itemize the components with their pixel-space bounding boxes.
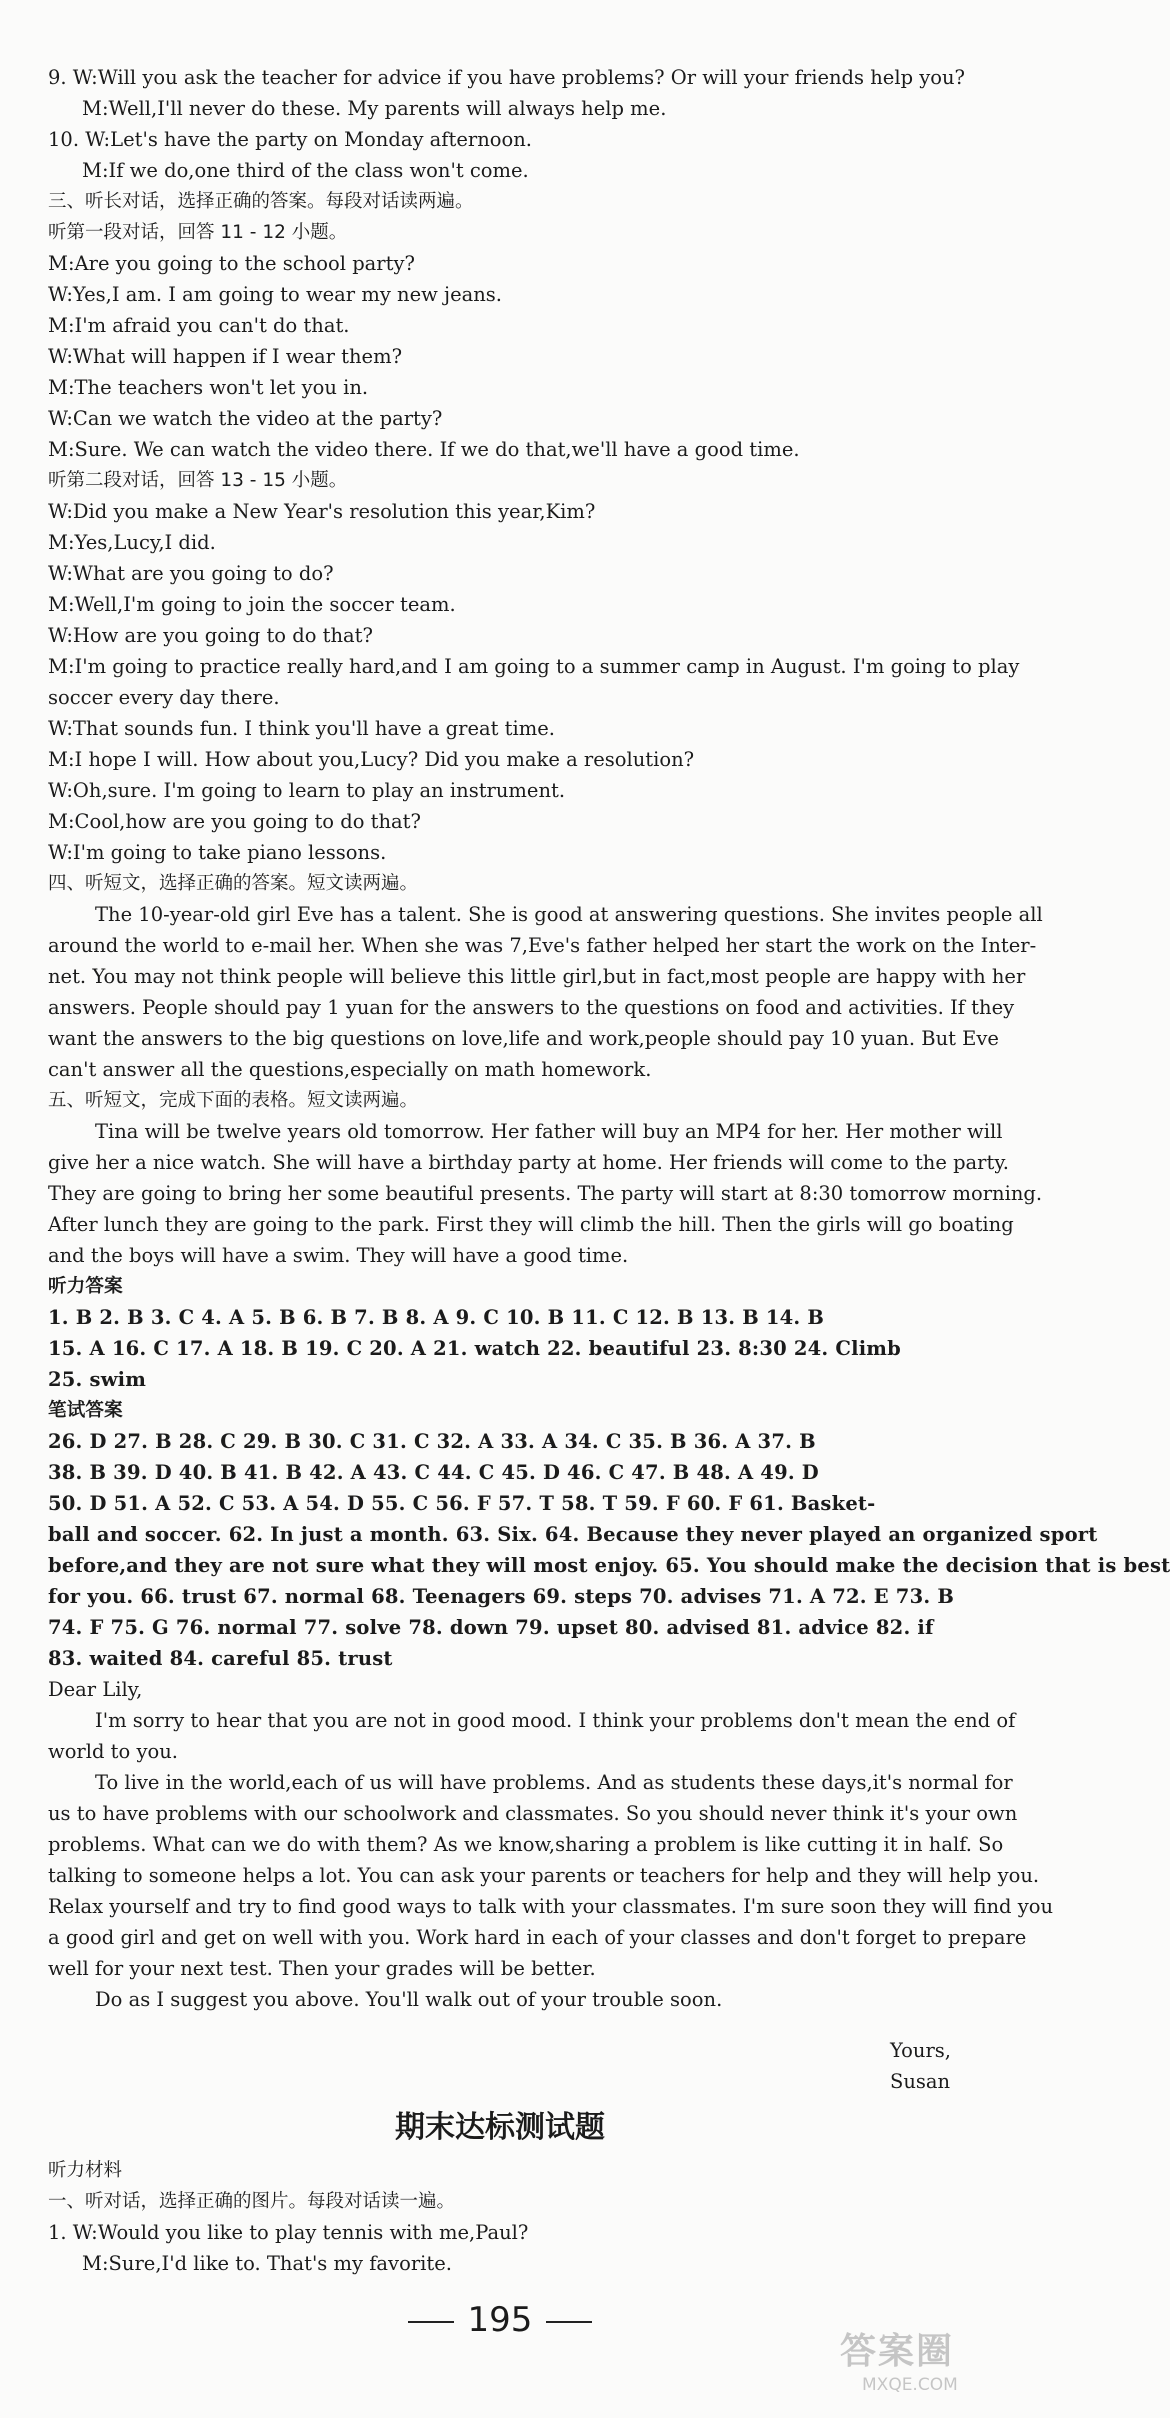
section-heading: 四、听短文，选择正确的答案。短文读两遍。: [48, 873, 419, 894]
dialogue-line: W:What are you going to do?: [48, 562, 334, 585]
dialogue-line: M:Cool,how are you going to do that?: [48, 810, 421, 833]
letter-line: problems. What can we do with them? As we know,sharing a problem is like cutting it in half. So: [48, 1833, 1004, 1856]
exam-title: 期末达标测试题: [395, 2110, 605, 2145]
letter-line: us to have problems with our schoolwork and classmates. So you should never think it's your own: [48, 1802, 1018, 1825]
subsection-heading: 听第二段对话，回答 13 - 15 小题。: [48, 470, 348, 491]
letter-line: well for your next test. Then your grades will be better.: [48, 1957, 596, 1980]
dialogue-line: M:Yes,Lucy,I did.: [48, 531, 216, 554]
letter-line: world to you.: [48, 1740, 178, 1763]
answer-line: 25. swim: [48, 1368, 147, 1391]
passage-line: give her a nice watch. She will have a birthday party at home. Her friends will come to the party.: [48, 1151, 1009, 1174]
answer-line: 15. A 16. C 17. A 18. B 19. C 20. A 21. watch 22. beautiful 23. 8:30 24. Climb: [48, 1337, 901, 1360]
passage-line: They are going to bring her some beautiful presents. The party will start at 8:30 tomorrow morning.: [48, 1182, 1043, 1205]
letter-line: talking to someone helps a lot. You can ask your parents or teachers for help and they will help you.: [48, 1864, 1040, 1887]
page-number-dash-right: [546, 2321, 592, 2323]
answer-line: before,and they are not sure what they will most enjoy. 65. You should make the decision that is best: [48, 1554, 1170, 1577]
dialogue-line: W:How are you going to do that?: [48, 624, 373, 647]
passage-line: net. You may not think people will believe this little girl,but in fact,most people are happy with her: [48, 965, 1026, 988]
answer-line: 38. B 39. D 40. B 41. B 42. A 43. C 44. C 45. D 46. C 47. B 48. A 49. D: [48, 1461, 819, 1484]
letter-line: a good girl and get on well with you. Work hard in each of your classes and don't forget to prepare: [48, 1926, 1027, 1949]
listening-answers-heading: 听力答案: [48, 1276, 123, 1297]
passage-line: After lunch they are going to the park. First they will climb the hill. Then the girls will go boating: [48, 1213, 1014, 1236]
answer-line: 26. D 27. B 28. C 29. B 30. C 31. C 32. A 33. A 34. C 35. B 36. A 37. B: [48, 1430, 816, 1453]
dialogue-line: W:Yes,I am. I am going to wear my new jeans.: [48, 283, 502, 306]
dialogue-line: M:The teachers won't let you in.: [48, 376, 369, 399]
dialogue-line: M:I hope I will. How about you,Lucy? Did you make a resolution?: [48, 748, 695, 771]
dialogue-line: W:Can we watch the video at the party?: [48, 407, 443, 430]
section-heading: 五、听短文，完成下面的表格。短文读两遍。: [48, 1090, 419, 1111]
dialogue-line: M:Sure. We can watch the video there. If we do that,we'll have a good time.: [48, 438, 800, 461]
dialogue-line: W:Oh,sure. I'm going to learn to play an instrument.: [48, 779, 566, 802]
dialogue-line: M:Well,I'll never do these. My parents will always help me.: [82, 97, 667, 120]
answer-line: 1. B 2. B 3. C 4. A 5. B 6. B 7. B 8. A 9. C 10. B 11. C 12. B 13. B 14. B: [48, 1306, 825, 1329]
passage-line: The 10-year-old girl Eve has a talent. She is good at answering questions. She invites people all: [95, 903, 1043, 926]
answer-line: 50. D 51. A 52. C 53. A 54. D 55. C 56. F 57. T 58. T 59. F 60. F 61. Basket-: [48, 1492, 876, 1515]
letter-line: I'm sorry to hear that you are not in good mood. I think your problems don't mean the end of: [95, 1709, 1016, 1732]
dialogue-line: W:What will happen if I wear them?: [48, 345, 403, 368]
letter-greeting: Dear Lily,: [48, 1678, 143, 1701]
passage-line: Tina will be twelve years old tomorrow. Her father will buy an MP4 for her. Her mother will: [95, 1120, 1003, 1143]
watermark-chinese: 答案圈: [840, 2331, 955, 2372]
dialogue-line: W:Did you make a New Year's resolution this year,Kim?: [48, 500, 596, 523]
passage-line: answers. People should pay 1 yuan for the answers to the questions on food and activities. If they: [48, 996, 1015, 1019]
dialogue-line: M:I'm going to practice really hard,and I am going to a summer camp in August. I'm going to play: [48, 655, 1020, 678]
answer-line: for you. 66. trust 67. normal 68. Teenagers 69. steps 70. advises 71. A 72. E 73. B: [48, 1585, 955, 1608]
letter-line: To live in the world,each of us will have problems. And as students these days,it's normal for: [95, 1771, 1013, 1794]
watermark-domain: MXQE.COM: [862, 2375, 958, 2395]
dialogue-line: M:If we do,one third of the class won't come.: [82, 159, 529, 182]
dialogue-line: M:Well,I'm going to join the soccer team.: [48, 593, 456, 616]
passage-line: can't answer all the questions,especially on math homework.: [48, 1058, 652, 1081]
answer-line: 74. F 75. G 76. normal 77. solve 78. down 79. upset 80. advised 81. advice 82. if: [48, 1616, 934, 1639]
written-answers-heading: 笔试答案: [48, 1400, 123, 1421]
letter-line: Do as I suggest you above. You'll walk out of your trouble soon.: [95, 1988, 723, 2011]
dialogue-line: M:Sure,I'd like to. That's my favorite.: [82, 2252, 452, 2275]
dialogue-line: soccer every day there.: [48, 686, 280, 709]
dialogue-line: W:That sounds fun. I think you'll have a great time.: [48, 717, 555, 740]
page-number-dash-left: [408, 2321, 454, 2323]
passage-line: and the boys will have a swim. They will have a good time.: [48, 1244, 629, 1267]
section-heading: 三、听长对话，选择正确的答案。每段对话读两遍。: [48, 191, 474, 212]
section-heading: 听力材料: [48, 2160, 123, 2181]
passage-line: around the world to e-mail her. When she was 7,Eve's father helped her start the work on the Inter-: [48, 934, 1037, 957]
dialogue-line: 9. W:Will you ask the teacher for advice if you have problems? Or will your friends help you?: [48, 66, 966, 89]
subsection-heading: 听第一段对话，回答 11 - 12 小题。: [48, 222, 348, 243]
watermark: [840, 2330, 990, 2410]
answer-line: ball and soccer. 62. In just a month. 63. Six. 64. Because they never played an organized sport: [48, 1523, 1098, 1546]
section-heading: 一、听对话，选择正确的图片。每段对话读一遍。: [48, 2191, 456, 2212]
passage-line: want the answers to the big questions on love,life and work,people should pay 10 yuan. But Eve: [48, 1027, 999, 1050]
dialogue-line: M:Are you going to the school party?: [48, 252, 415, 275]
letter-line: Relax yourself and try to find good ways to talk with your classmates. I'm sure soon they will find you: [48, 1895, 1054, 1918]
dialogue-line: W:I'm going to take piano lessons.: [48, 841, 387, 864]
letter-closing: Yours,: [890, 2039, 952, 2062]
dialogue-line: M:I'm afraid you can't do that.: [48, 314, 350, 337]
letter-signature: Susan: [890, 2070, 951, 2093]
dialogue-line: 1. W:Would you like to play tennis with me,Paul?: [48, 2221, 529, 2244]
answer-line: 83. waited 84. careful 85. trust: [48, 1647, 393, 1670]
dialogue-line: 10. W:Let's have the party on Monday afternoon.: [48, 128, 532, 151]
page-number-text: 195: [467, 2300, 533, 2340]
